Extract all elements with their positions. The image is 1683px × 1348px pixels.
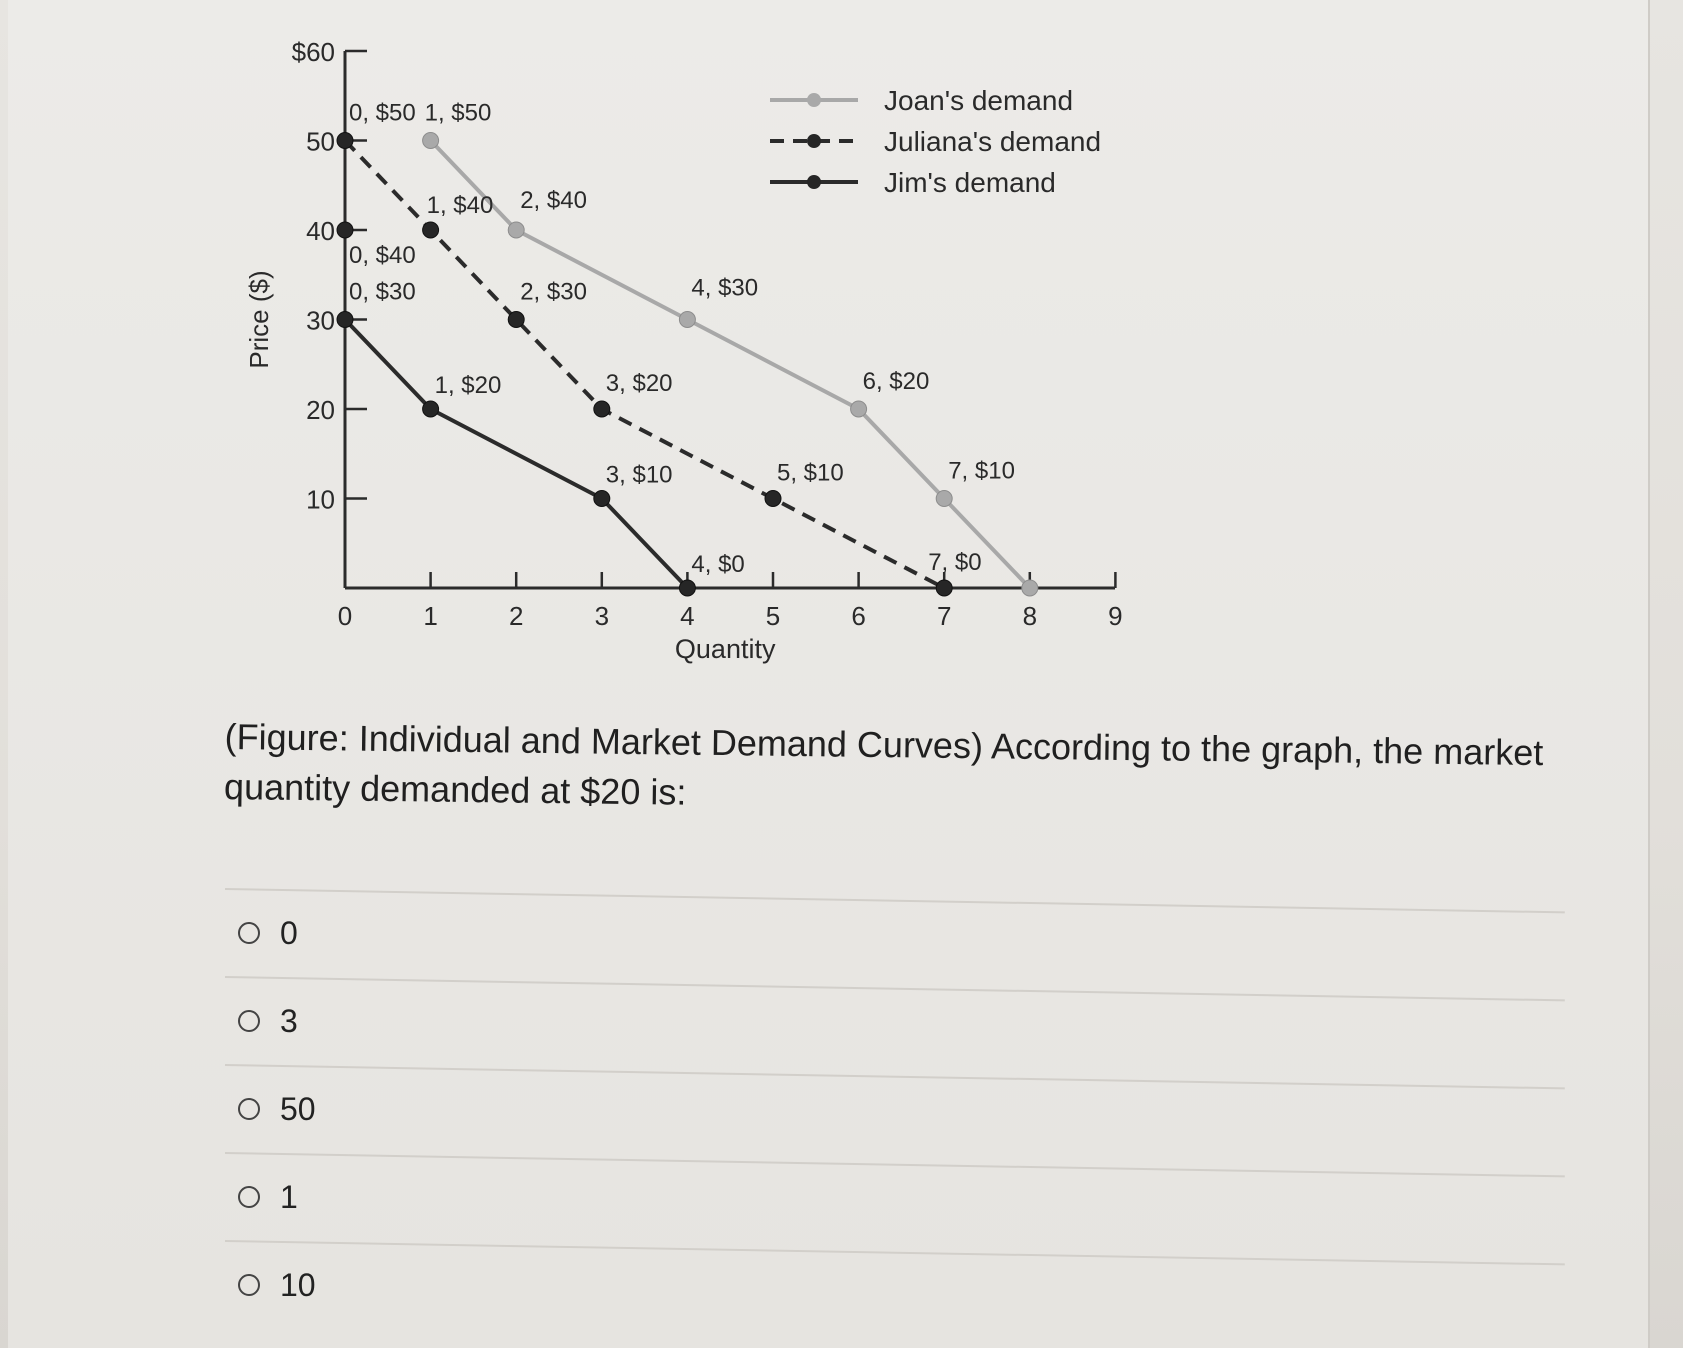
radio-button-icon[interactable] — [238, 1098, 260, 1120]
answer-option[interactable] — [225, 890, 1565, 976]
x-tick-label: 7 — [936, 601, 952, 631]
radio-button-icon[interactable] — [238, 1274, 260, 1296]
answer-option[interactable] — [225, 1242, 1565, 1328]
answer-option[interactable] — [225, 978, 1565, 1064]
data-point — [337, 312, 353, 328]
x-tick-label: 0 — [337, 601, 353, 631]
data-point-label: 5, $10 — [777, 459, 844, 487]
data-point — [936, 491, 952, 507]
data-point-label: 4, $30 — [691, 274, 759, 302]
data-point-label: 1, $50 — [424, 99, 492, 127]
data-point-label: 1, $20 — [434, 372, 502, 399]
data-point — [679, 580, 695, 596]
data-point-label: 7, $10 — [948, 457, 1015, 485]
series-line-2 — [345, 320, 687, 589]
data-point — [765, 491, 781, 507]
answer-option[interactable] — [225, 1066, 1565, 1152]
data-point-label: 2, $40 — [520, 187, 587, 214]
data-point — [337, 133, 353, 149]
x-tick-label: 9 — [1108, 601, 1123, 631]
option-label: 1 — [280, 1178, 298, 1215]
data-point — [594, 491, 610, 507]
data-point — [423, 133, 439, 149]
question-text: (Figure: Individual and Market Demand Curves) According to the graph, the market quantity demanded at $20 is: — [223, 715, 1544, 813]
x-axis-title: Quantity — [674, 634, 776, 664]
answer-option[interactable] — [225, 1154, 1565, 1240]
radio-button-icon[interactable] — [238, 1010, 260, 1032]
x-tick-label: 8 — [1022, 601, 1038, 631]
data-point — [679, 312, 695, 328]
x-tick-label: 3 — [594, 601, 610, 631]
data-point — [337, 222, 353, 238]
option-label: 50 — [280, 1090, 316, 1127]
x-tick-label: 2 — [508, 601, 524, 631]
legend-marker — [807, 175, 821, 189]
data-point-label: 4, $0 — [691, 551, 745, 578]
legend-label: Jim's demand — [884, 167, 1056, 198]
radio-button-icon[interactable] — [238, 1186, 260, 1208]
data-point-label: 2, $30 — [520, 278, 587, 306]
y-tick-label: 50 — [306, 126, 335, 157]
data-point — [423, 222, 439, 238]
y-tick-label: 40 — [306, 216, 335, 246]
data-point — [936, 580, 952, 596]
y-tick-label: 30 — [306, 305, 335, 336]
data-point-label: 3, $20 — [605, 370, 673, 397]
legend-label: Joan's demand — [884, 85, 1074, 116]
legend-marker — [807, 134, 821, 148]
option-label: 3 — [280, 1002, 298, 1039]
y-tick-label: $60 — [291, 37, 335, 67]
data-point-label: 3, $10 — [605, 461, 673, 489]
x-tick-label: 4 — [680, 601, 695, 631]
x-tick-label: 6 — [851, 601, 866, 631]
data-point — [594, 401, 610, 417]
data-point — [508, 312, 524, 328]
data-point-label: 7, $0 — [928, 549, 982, 576]
option-label: 10 — [280, 1266, 316, 1303]
y-axis-title: Price ($) — [244, 270, 274, 369]
data-point — [423, 401, 439, 417]
y-tick-label: 20 — [306, 395, 335, 425]
data-point-label: 6, $20 — [862, 368, 930, 395]
data-point — [1022, 580, 1038, 596]
chart-legend — [770, 85, 1101, 198]
y-tick-label: 10 — [306, 484, 335, 515]
data-point-label: 0, $40 — [349, 242, 416, 269]
option-label: 0 — [280, 914, 298, 951]
data-point-label: 0, $50 — [349, 99, 416, 127]
data-point-label: 1, $40 — [426, 192, 494, 219]
radio-button-icon[interactable] — [238, 922, 260, 944]
legend-label: Juliana's demand — [884, 126, 1102, 157]
legend-marker — [807, 93, 821, 107]
data-point — [508, 222, 524, 238]
data-point — [851, 401, 867, 417]
x-tick-label: 5 — [765, 601, 781, 631]
x-tick-label: 1 — [423, 601, 438, 631]
answer-options — [225, 888, 1565, 1328]
data-point-label: 0, $30 — [349, 278, 416, 306]
